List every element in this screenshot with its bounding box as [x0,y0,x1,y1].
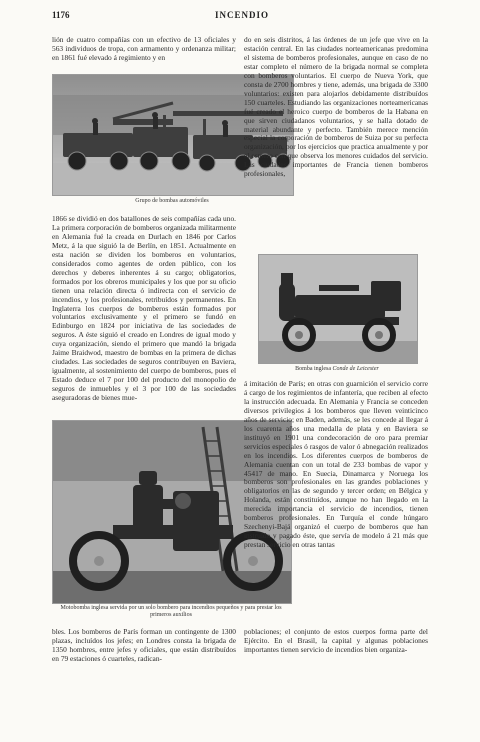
page-header [52,10,432,24]
figure-3-caption: Motobomba inglesa servida por un solo bombero para incendios pequeños y para prestar los primeros auxilios [60,605,282,618]
right-column-block-3 [244,628,428,655]
figure-2-caption-name: Conde de Leicester [332,366,379,372]
paragraph: poblaciones; el conjunto de estos cuerpos forma parte del Ejército. En el Brasil, la capital y algunas poblaciones importantes tienen servicio de incendios bien organiza- [244,627,428,654]
paragraph: lión de cuatro compañías con un efectivo de 13 oficiales y 563 individuos de tropa, con armamento y ordenanza militar; en 1861 fué elevado á regimiento y en [52,35,236,62]
running-title: INCENDIO [214,10,269,20]
figure-1-caption: Grupo de bombas automóviles [135,198,209,204]
paragraph: 1866 se dividió en dos batallones de seis compañías cada uno. La primera corporación de bomberos organizada militarmente en Alemania fué la creada en Durlach en 1846 por Carlos Metz, á la que siguió la de Berlín, en 1851. Actualmente en esta nación se dividen los bomberos en voluntarios, considerados como agentes de orden público, con los derechos y deberes inherentes á su cargo; obligatorios, formados por los obreros municipales y los que por su oficio tienen una relación directa ó indirecta con el servicio de incendios, y los profesionales, retribuídos y permanentes. En Inglaterra los cuerpos de bomberos están formados por voluntarios exclusivamente y el primero se fundó en Edinburgo en 1824 por iniciativa de las sociedades de seguros. A éste siguió el creado en Londres de igual modo y cuya organización, siendo el primero que mandó la brigada Jaime Braidwod, maestro de bombas en la primera de dichas ciudades. Las sociedades de seguros contribuyen en Baviera, igualmente, al sostenimiento del cuerpo de bomberos, pues el Estado deduce el 7 por 100 del producto del monopolio de seguros de inmuebles y el 3 por 100 de las sociedades aseguradoras de bienes mue- [52,214,236,403]
left-column-block-2 [52,215,236,403]
right-column-block-1 [244,36,428,179]
paragraph: bles. Los bomberos de París forman un contingente de 1300 plazas, incluídos los jefes; en Londres consta la brigada de 1350 hombres, entre jefes y oficiales, que están distribuídos en 79 estaciones ó cuarteles, radican- [52,627,236,663]
leicester-pump-image [259,255,417,363]
figure-2-caption [258,366,416,373]
page-number: 1176 [52,10,70,20]
paragraph: á imitación de París; en otras con guarnición el servicio corre á cargo de los regimientos de infantería, que reciben al efecto la instrucción adecuada. En Alemania y Francia se conceden diversos privilegios á los bomberos que lleven veinticinco años de servicio; en Baden, además, se les concede al llegar á los cuarenta años una medalla de plata y en Baviera se instituyó en 1901 una condecoración de oro para premiar servicios especiales ó rasgos de valor ó abnegación realizados en los incendios. Los diferentes cuerpos de bomberos de Alemania cuentan con un total de 233 bombas de vapor y 45417 de mano. En Suecia, Dinamarca y Noruega los bomberos son profesionales en las grandes poblaciones y obligatorios en las de segundo y tercer orden; en Bélgica y Holanda, están constituídos, aunque no han llegado en la merecida importancia el servicio de incendios, tienen bomberos profesionales. En Turquía el conde húngaro Szechenyi-Bajá organizó el cuerpo de bomberos que han instruído y pagado éste, que servía de modelo á 21 más que prestan servicio en otras tantas [244,379,428,550]
paragraph: do en seis distritos, á las órdenes de un jefe que vive en la estación central. En las ciudades norteamericanas predomina el sistema de bomberos profesionales, aunque en caso de no estar completo el número de la brigada normal se completa con bomberos voluntarios. El cuerpo de Nueva York, que consta de 2700 hombres y tiene, además, una brigada de 3300 voluntarios: existen para alojarlos debidamente distribuídos 150 cuarteles. Estudiando las organizaciones norteamericanas fué creado el heroico cuerpo de bomberos de la Habana en que sirven ciudadanos voluntarios, y se halla dotado de material abundante y perfecto. También merece mención especial la corporación de bomberos de Suiza por su perfecta organización, por los ejercicios que practica anualmente y por el esmero con que observa los menores cuidados del servicio. Las ciudades importantes de Francia tienen bomberos profesionales, [244,35,428,179]
left-column-block-1 [52,36,236,63]
right-column-block-2 [244,380,428,550]
figure-2-caption-prefix: Bomba inglesa [295,366,331,372]
left-column-block-3 [52,628,236,664]
photo-leicester-pump [258,254,418,364]
